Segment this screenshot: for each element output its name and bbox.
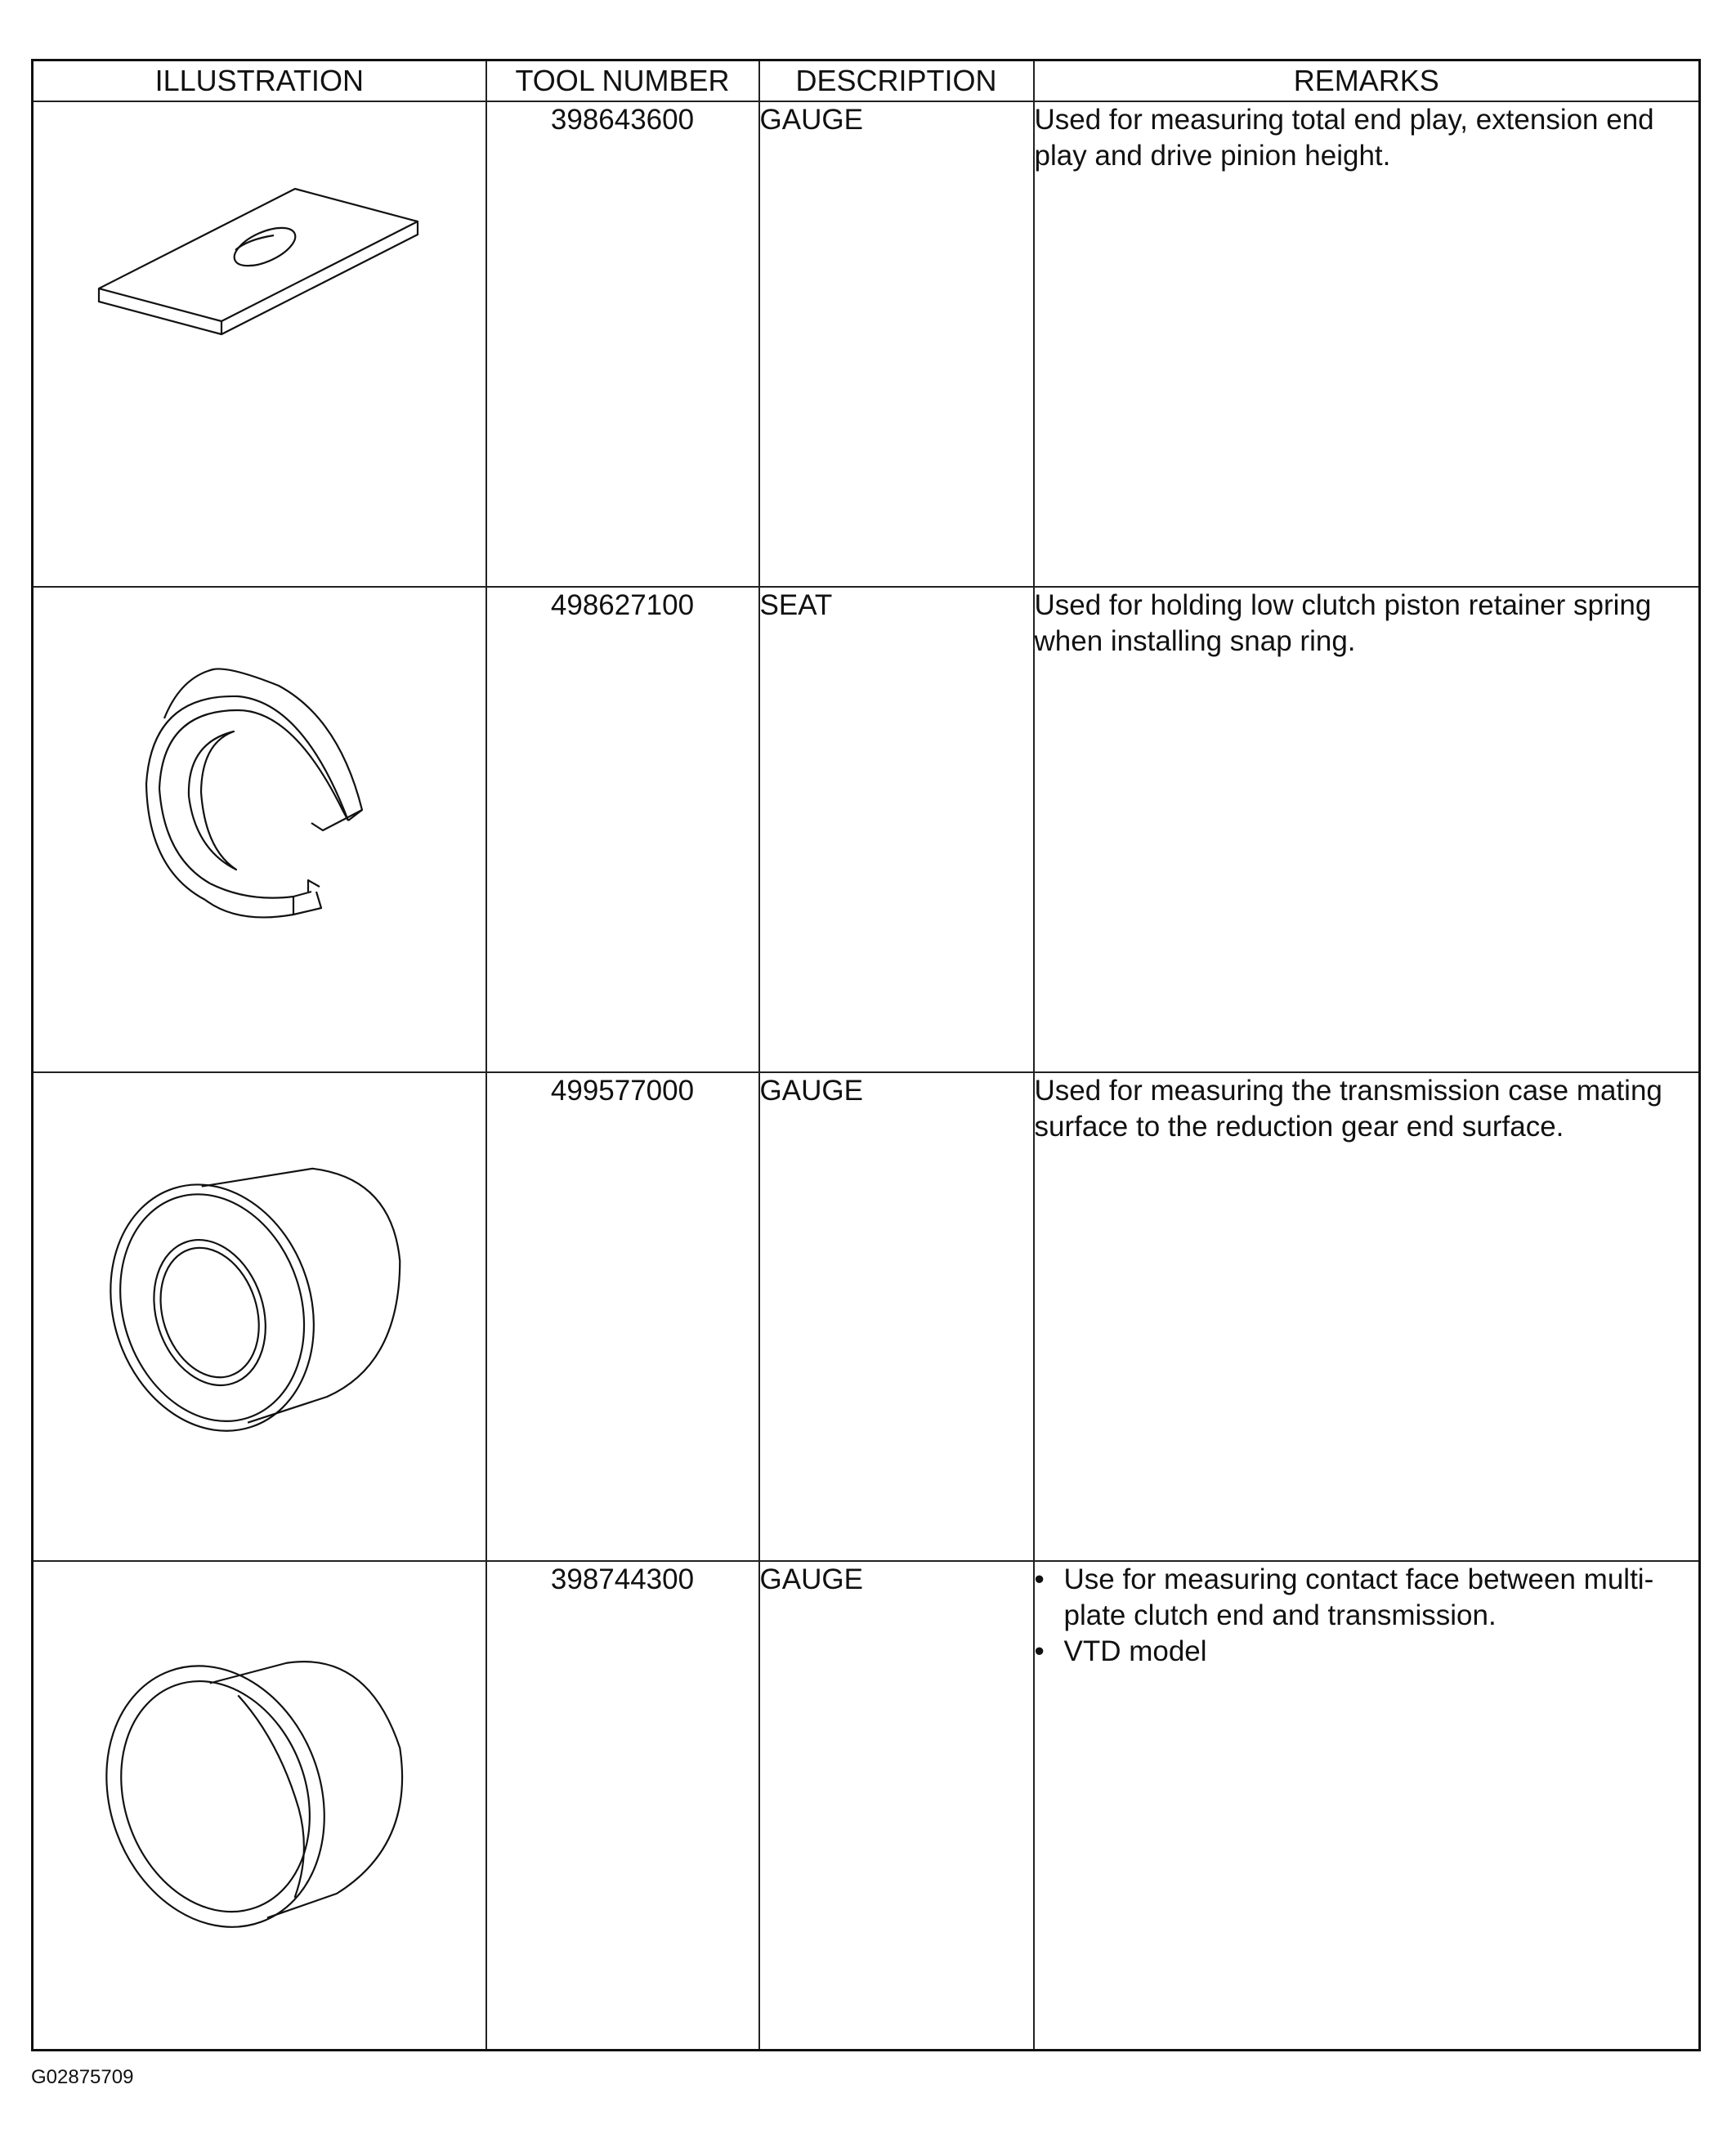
tool-number: 398744300: [486, 1561, 759, 2051]
remark-bullet-text: VTD model: [1063, 1635, 1207, 1667]
bullet-icon: •: [1034, 1563, 1045, 1595]
header-illustration: ILLUSTRATION: [33, 60, 486, 102]
table-row: [33, 1561, 1700, 2051]
tool-remarks: Used for measuring the transmission case mating surface to the reduction gear end surface.: [1034, 1072, 1700, 1561]
gauge-plate-icon: [34, 102, 487, 586]
tool-number: 499577000: [486, 1072, 759, 1561]
table-row: [33, 101, 1700, 587]
tool-remarks: Used for holding low clutch piston retainer spring when installing snap ring.: [1034, 587, 1700, 1072]
tool-number: 498627100: [486, 587, 759, 1072]
header-tool-number: TOOL NUMBER: [486, 60, 759, 102]
bullet-icon: •: [1034, 1635, 1045, 1667]
table-row: [33, 1072, 1700, 1561]
illustration-cell: [33, 1561, 486, 2051]
table-row: [33, 587, 1700, 1072]
header-remarks: REMARKS: [1034, 60, 1700, 102]
tool-description: SEAT: [759, 587, 1034, 1072]
remark-bullet: [1035, 1634, 1699, 1670]
tool-description: GAUGE: [759, 101, 1034, 587]
remark-bullet-text: Use for measuring contact face between multi-plate clutch end and transmission.: [1063, 1563, 1654, 1631]
special-tools-table: [31, 59, 1701, 2051]
gauge-ring-icon: [34, 1562, 487, 2046]
illustration-cell: [33, 1072, 486, 1561]
figure-code: G02875709: [31, 2066, 134, 2088]
tool-remarks: Used for measuring total end play, extension end play and drive pinion height.: [1034, 101, 1700, 587]
illustration-cell: [33, 101, 486, 587]
tool-description: GAUGE: [759, 1072, 1034, 1561]
remark-bullet: [1035, 1562, 1699, 1634]
gauge-cylinder-icon: [34, 1073, 487, 1557]
seat-ring-icon: [34, 588, 487, 1071]
illustration-cell: [33, 587, 486, 1072]
tool-description: GAUGE: [759, 1561, 1034, 2051]
tool-number: 398643600: [486, 101, 759, 587]
header-row: [33, 60, 1700, 102]
tool-remarks: [1034, 1561, 1700, 2051]
header-description: DESCRIPTION: [759, 60, 1034, 102]
